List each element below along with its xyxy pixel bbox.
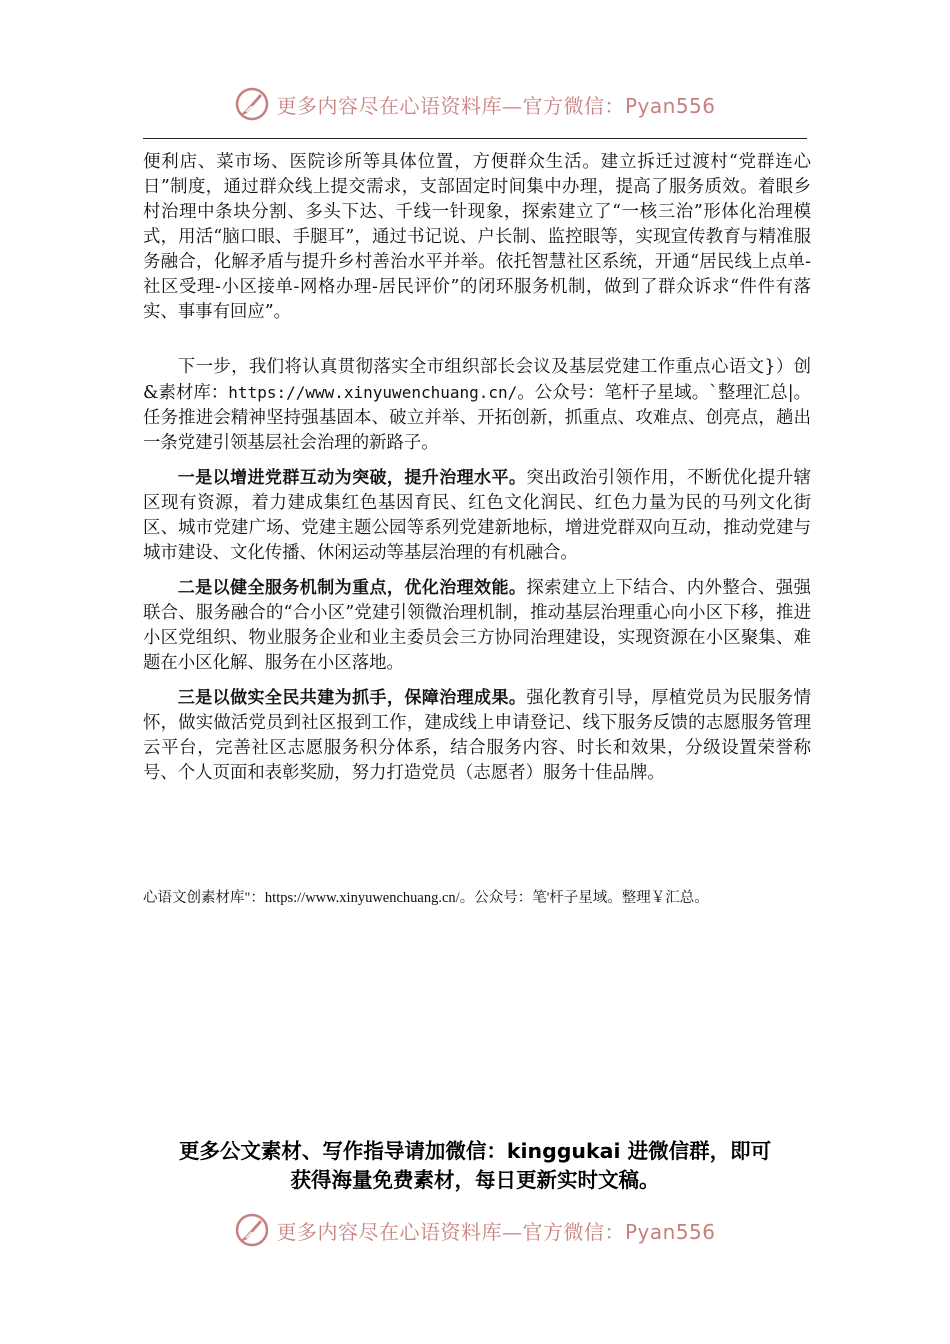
paragraph-4-heading: 二是以健全服务机制为重点，优化治理效能。 [177,578,527,598]
paragraph-3: 一是以增进党群互动为突破，提升治理水平。突出政治引领作用，不断优化提升辖区现有资源，着力建成集红色基因育民、红色文化润民、红色力量为民的马列文化街区、城市党建广场、党建主题公园等系列党建新地标，增进党群双向互动，推动党建与城市建设、文化传播、休闲运动等基层治理的有机融合。 [143,468,811,563]
header-wechat-id: Pyan556 [624,93,716,118]
paragraph-2: 下一步，我们将认真贯彻落实全市组织部长会议及基层党建工作重点心语文}）创&素材库：https://www.xinyuwenchuang.cn/。公众号：笔杆子星域。`整理汇总|。任务推进会精神坚持强基固本、破立并举、开拓创新，抓重点、攻难点、创亮点，趟出一条党建引领基层社会治理的新路子。 [143,357,811,453]
paragraph-4: 二是以健全服务机制为重点，优化治理效能。探索建立上下结合、内外整合、强强联合、服务融合的“合小区”党建引领微治理机制，推动基层治理重心向小区下移，推进小区党组织、物业服务企业和业主委员会三方协同治理建设，实现资源在小区聚集、难题在小区化解、服务在小区落地。 [143,578,811,673]
promo-block [0,1137,950,1195]
header-divider [143,138,807,139]
page-header [0,84,950,124]
document-body [143,150,811,786]
page-footer [0,1210,950,1250]
source-line: 心语文创素材库"：https://www.xinyuwenchuang.cn/。公众号：笔'杆子星域。整理￥汇总。 [143,890,709,906]
paragraph-1: 便利店、菜市场、医院诊所等具体位置，方便群众生活。建立拆迁过渡村“党群连心日”制度，通过群众线上提交需求，支部固定时间集中办理，提高了服务质效。着眼乡村治理中条块分割、多头下达、千线一针现象，探索建立了“一核三治”形体化治理模式，用活“脑口眼、手腿耳”，通过书记说、户长制、监控眼等，实现宣传教育与精准服务融合，化解矛盾与提升乡村善治水平并举。依托智慧社区系统，开通“居民线上点单-社区受理-小区接单-网格办理-居民评价”的闭环服务机制，做到了群众诉求“件件有落实、事事有回应”。 [143,152,811,322]
paragraph-5: 三是以做实全民共建为抓手，保障治理成果。强化教育引导，厚植党员为民服务情怀，做实做活党员到社区报到工作，建成线上申请登记、线下服务反馈的志愿服务管理云平台，完善社区志愿服务积分体系，结合服务内容、时长和效果，分级设置荣誉称号、个人页面和表彰奖励，努力打造党员（志愿者）服务十佳品牌。 [143,688,811,783]
paragraph-3-heading: 一是以增进党群互动为突破，提升治理水平。 [177,468,527,488]
quill-logo-icon [234,86,270,122]
quill-logo-icon [234,1212,270,1248]
promo-line-1: 更多公文素材、写作指导请加微信：kinggukai 进微信群，即可 [178,1139,772,1163]
header-text: 更多内容尽在心语资料库—官方微信：Pyan556 [276,93,716,118]
paragraph-5-heading: 三是以做实全民共建为抓手，保障治理成果。 [177,688,527,708]
footer-text: 更多内容尽在心语资料库—官方微信：Pyan556 [276,1219,716,1244]
footer-wechat-id: Pyan556 [624,1219,716,1244]
promo-line-2: 获得海量免费素材，每日更新实时文稿。 [290,1168,660,1192]
source-url: https://www.xinyuwenchuang.cn/ [228,383,518,402]
